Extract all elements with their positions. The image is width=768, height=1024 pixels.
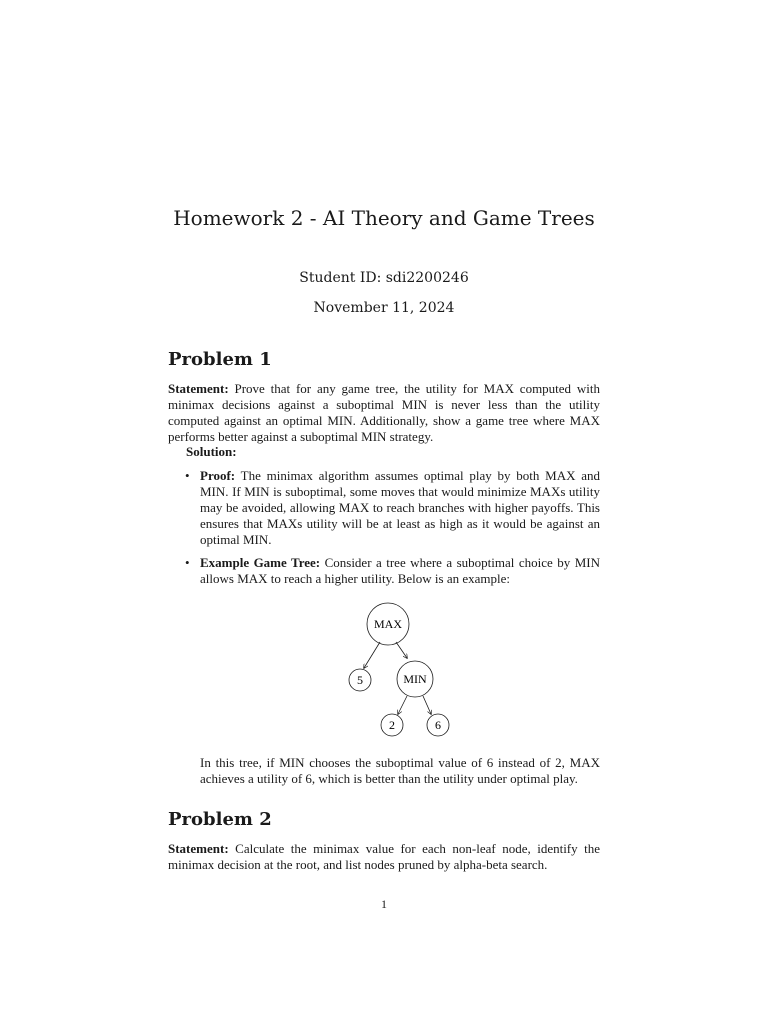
- tree-node-min-label: MIN: [403, 672, 427, 686]
- tree-node-max-label: MAX: [373, 617, 403, 631]
- statement-label: Statement:: [168, 841, 229, 856]
- list-item: [184, 468, 600, 548]
- bullet-icon: •: [185, 555, 190, 570]
- tree-leaf-min-left-label: 2: [389, 718, 395, 732]
- bullet-icon: •: [185, 468, 190, 483]
- game-tree-diagram: [340, 598, 460, 738]
- bullet-label: Example Game Tree:: [200, 555, 321, 570]
- tree-caption: In this tree, if MIN chooses the suboptimal value of 6 instead of 2, MAX achieves a utility of 6, which is better than the utility under optimal play.: [200, 755, 600, 786]
- statement-label: Statement:: [168, 381, 229, 396]
- bullet-text: The minimax algorithm assumes optimal play by both MAX and MIN. If MIN is suboptimal, some moves that would minimize MAXs utility may be avoided, allowing MAX to reach branches with higher payoffs. This ensures that MAXs utility will be at least as high as it would be against an optimal MIN.: [200, 468, 600, 547]
- edge-min-right: [423, 696, 431, 714]
- page-number: 1: [381, 897, 387, 911]
- bullet-label: Proof:: [200, 468, 236, 483]
- list-item: [184, 555, 600, 587]
- problem-1-heading: Problem 1: [168, 349, 272, 370]
- date-line: November 11, 2024: [313, 300, 455, 316]
- edge-min-left: [398, 696, 407, 714]
- problem-2-heading: Problem 2: [168, 809, 272, 830]
- problem-1-statement: [168, 381, 600, 445]
- tree-leaf-min-right-label: 6: [435, 718, 441, 732]
- document-title: Homework 2 - AI Theory and Game Trees: [173, 206, 595, 230]
- problem-2-statement: [168, 841, 600, 873]
- bullet-list-example: [184, 555, 600, 587]
- author-line: Student ID: sdi2200246: [299, 270, 469, 286]
- edge-root-min: [396, 642, 407, 658]
- tree-leaf-left-label: 5: [357, 673, 363, 687]
- bullet-text: Consider a tree where a suboptimal choice by MIN allows MAX to reach a higher utility. Below is an example:: [200, 555, 600, 586]
- bullet-list-proof: [184, 468, 600, 548]
- solution-label: Solution:: [186, 444, 237, 459]
- statement-text: Prove that for any game tree, the utility for MAX computed with minimax decisions against a suboptimal MIN is never less than the utility computed against an optimal MIN. Additionally, show a game tree where MAX performs better against a suboptimal MIN strategy.: [168, 381, 600, 444]
- edge-root-left: [364, 642, 380, 668]
- statement-text: Calculate the minimax value for each non-leaf node, identify the minimax decision at the root, and list nodes pruned by alpha-beta search.: [168, 841, 601, 872]
